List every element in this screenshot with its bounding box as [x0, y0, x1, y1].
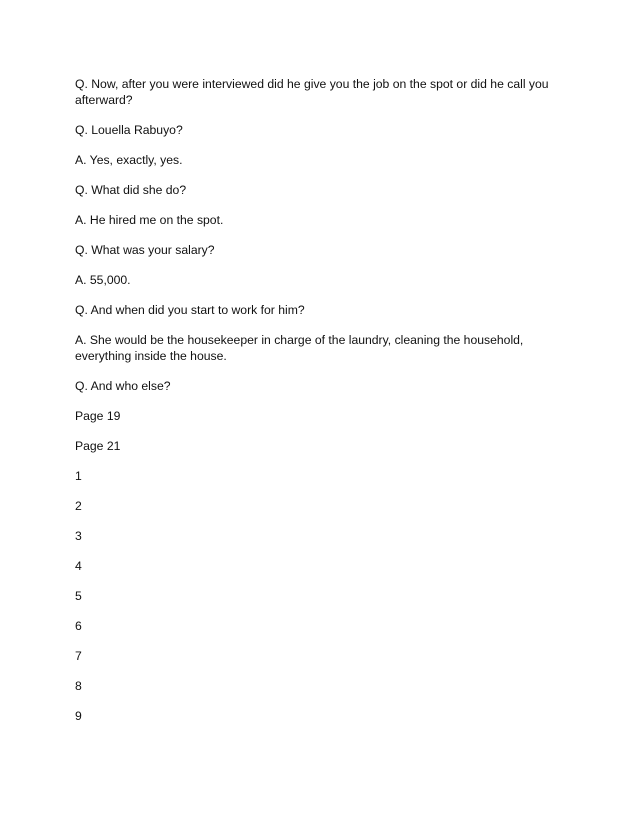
line-number: 7	[75, 649, 82, 663]
transcript-answer: A. Yes, exactly, yes.	[75, 153, 183, 167]
line-number: 9	[75, 709, 82, 723]
transcript-answer: A. She would be the housekeeper in charge of the laundry, cleaning the household, everything inside the house.	[75, 333, 524, 363]
transcript-question: Q. Louella Rabuyo?	[75, 123, 183, 137]
transcript-question: Q. And when did you start to work for him?	[75, 303, 305, 317]
line-number: 8	[75, 679, 82, 693]
transcript-question: Q. What did she do?	[75, 183, 187, 197]
line-number: 2	[75, 499, 82, 513]
line-number: 1	[75, 469, 82, 483]
transcript-question: Q. What was your salary?	[75, 243, 215, 257]
page-reference: Page 19	[75, 409, 121, 423]
line-number: 6	[75, 619, 82, 633]
line-number: 4	[75, 559, 82, 573]
transcript-answer: A. 55,000.	[75, 273, 131, 287]
document-page	[75, 76, 565, 738]
transcript-answer: A. He hired me on the spot.	[75, 213, 224, 227]
page-reference: Page 21	[75, 439, 121, 453]
line-number: 5	[75, 589, 82, 603]
transcript-question: Q. And who else?	[75, 379, 171, 393]
transcript-question: Q. Now, after you were interviewed did he give you the job on the spot or did he call you afterward?	[75, 77, 549, 107]
line-number: 3	[75, 529, 82, 543]
